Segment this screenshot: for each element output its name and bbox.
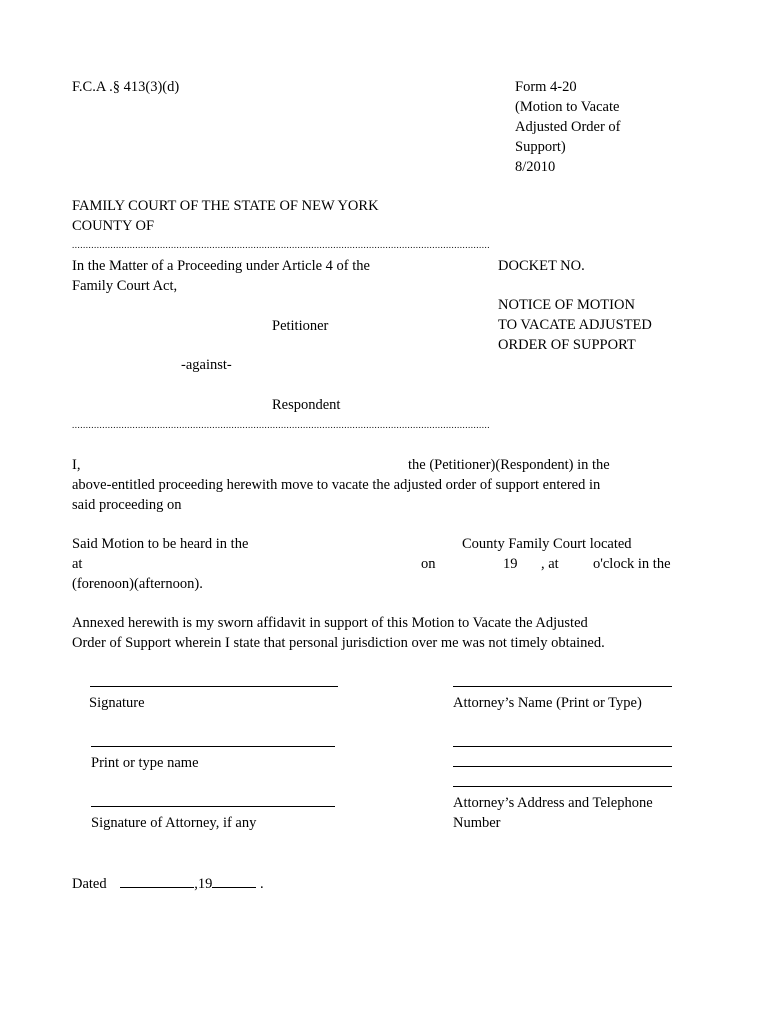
county-label: COUNTY OF [72, 218, 155, 234]
body-text: o'clock in the [593, 556, 671, 572]
attorney-address-line[interactable] [453, 746, 672, 747]
form-title-line: Adjusted Order of [515, 119, 621, 135]
print-name-line[interactable] [91, 746, 335, 747]
attorney-address-label: Attorney’s Address and Telephone [453, 795, 653, 811]
body-text: Annexed herewith is my sworn affidavit in support of this Motion to Vacate the Adjusted [72, 615, 588, 631]
signature-label: Signature [89, 695, 145, 711]
petitioner-label: Petitioner [272, 318, 329, 334]
caption-divider-top: ........................................................................................................................................................ [72, 240, 490, 250]
body-text: I, [72, 457, 81, 473]
body-text: at [72, 556, 83, 572]
form-date: 8/2010 [515, 159, 556, 175]
court-name: FAMILY COURT OF THE STATE OF NEW YORK [72, 198, 379, 214]
body-text: Order of Support wherein I state that personal jurisdiction over me was not timely obtained. [72, 635, 605, 651]
statute-reference: F.C.A .§ 413(3)(d) [72, 79, 180, 95]
body-text: 19 [503, 556, 518, 572]
body-text: , at [541, 556, 559, 572]
form-title-line: Support) [515, 139, 566, 155]
attorney-address-label: Number [453, 815, 501, 831]
dated-end: . [260, 876, 264, 892]
notice-title: TO VACATE ADJUSTED [498, 317, 652, 333]
dated-row [72, 873, 264, 894]
signature-line[interactable] [90, 686, 338, 687]
matter-line: Family Court Act, [72, 278, 178, 294]
date-blank[interactable] [120, 873, 194, 888]
attorney-signature-line[interactable] [91, 806, 335, 807]
form-title-line: (Motion to Vacate [515, 99, 620, 115]
notice-title: NOTICE OF MOTION [498, 297, 635, 313]
attorney-address-line[interactable] [453, 786, 672, 787]
respondent-label: Respondent [272, 397, 341, 413]
body-text: on [421, 556, 436, 572]
body-text: (forenoon)(afternoon). [72, 576, 203, 592]
dated-label: Dated [72, 876, 107, 892]
year-blank[interactable] [212, 873, 256, 888]
attorney-name-line[interactable] [453, 686, 672, 687]
matter-line: In the Matter of a Proceeding under Article 4 of the [72, 258, 370, 274]
attorney-name-label: Attorney’s Name (Print or Type) [453, 695, 642, 711]
dated-year-prefix: ,19 [194, 876, 213, 892]
notice-title: ORDER OF SUPPORT [498, 337, 636, 353]
body-text: County Family Court located [462, 536, 632, 552]
body-text: above-entitled proceeding herewith move to vacate the adjusted order of support entered in [72, 477, 601, 493]
print-name-label: Print or type name [91, 755, 199, 771]
docket-label: DOCKET NO. [498, 258, 585, 274]
body-text: the (Petitioner)(Respondent) in the [408, 457, 610, 473]
form-number: Form 4-20 [515, 79, 577, 95]
against-label: -against- [181, 357, 232, 373]
body-text: Said Motion to be heard in the [72, 536, 249, 552]
attorney-address-line[interactable] [453, 766, 672, 767]
attorney-signature-label: Signature of Attorney, if any [91, 815, 257, 831]
body-text: said proceeding on [72, 497, 182, 513]
caption-divider-bottom: ........................................................................................................................................................ [72, 420, 490, 430]
